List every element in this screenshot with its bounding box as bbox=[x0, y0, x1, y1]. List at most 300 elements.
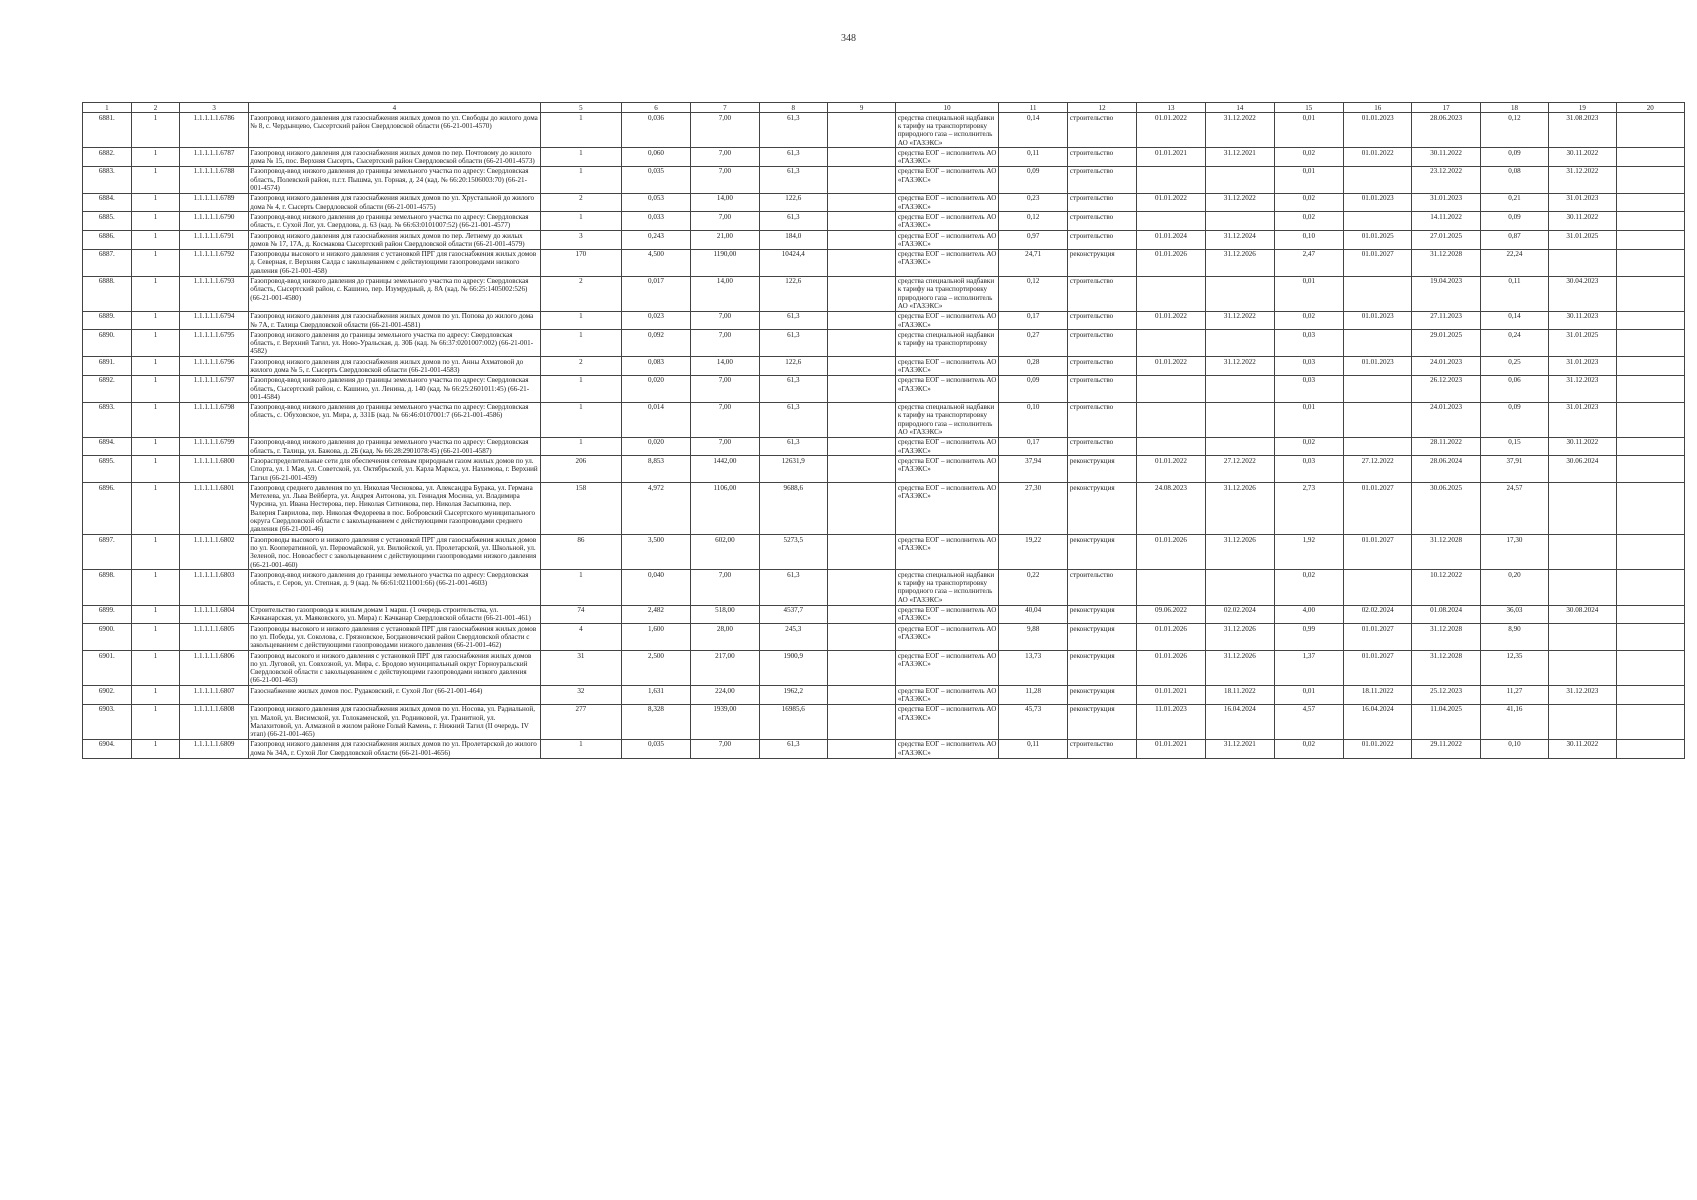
table-cell-col-14: 31.12.2026 bbox=[1206, 651, 1274, 686]
table-cell-col-1: 6895. bbox=[83, 456, 132, 483]
table-cell-col-17: 23.12.2022 bbox=[1412, 166, 1480, 193]
table-cell-col-15: 0,02 bbox=[1274, 193, 1343, 212]
table-cell-col-15: 0,01 bbox=[1274, 276, 1343, 311]
table-cell-col-16: 01.01.2023 bbox=[1344, 311, 1412, 330]
table-cell-col-13: 01.01.2022 bbox=[1136, 311, 1205, 330]
table-cell-col-1: 6898. bbox=[83, 570, 132, 605]
table-cell-col-12: строительство bbox=[1068, 330, 1136, 357]
table-cell-col-6: 0,243 bbox=[621, 231, 690, 250]
column-header-11: 11 bbox=[998, 103, 1067, 113]
table-cell-col-5: 1 bbox=[540, 148, 621, 167]
table-cell-col-5: 1 bbox=[540, 570, 621, 605]
table-cell-col-13: 01.01.2026 bbox=[1136, 651, 1205, 686]
table-cell-col-12: строительство bbox=[1068, 570, 1136, 605]
table-cell-col-12: строительство bbox=[1068, 166, 1136, 193]
table-cell-col-11: 13,73 bbox=[998, 651, 1067, 686]
table-cell-col-16 bbox=[1344, 166, 1412, 193]
table-cell-col-9 bbox=[827, 437, 895, 456]
table-cell-col-2: 1 bbox=[131, 570, 180, 605]
table-cell-col-9 bbox=[827, 113, 895, 148]
table-cell-col-9 bbox=[827, 456, 895, 483]
table-cell-col-14: 31.12.2026 bbox=[1206, 483, 1274, 535]
table-cell-col-3: 1.1.1.1.1.6806 bbox=[180, 651, 248, 686]
table-cell-col-11: 0,97 bbox=[998, 231, 1067, 250]
table-cell-col-19 bbox=[1549, 704, 1616, 739]
table-cell-col-10: средства ЕОГ – исполнитель АО «ГАЗЭКС» bbox=[896, 249, 999, 276]
table-cell-col-7: 602,00 bbox=[691, 535, 759, 570]
table-cell-col-18: 0,09 bbox=[1480, 402, 1548, 437]
table-cell-col-6: 0,020 bbox=[621, 375, 690, 402]
table-cell-col-18: 17,30 bbox=[1480, 535, 1548, 570]
table-cell-col-14: 31.12.2022 bbox=[1206, 357, 1274, 376]
table-cell-col-5: 206 bbox=[540, 456, 621, 483]
table-cell-col-17: 27.01.2025 bbox=[1412, 231, 1480, 250]
table-cell-col-10: средства ЕОГ – исполнитель АО «ГАЗЭКС» bbox=[896, 535, 999, 570]
table-cell-col-6: 0,020 bbox=[621, 437, 690, 456]
column-header-12: 12 bbox=[1068, 103, 1136, 113]
table-cell-col-11: 45,73 bbox=[998, 704, 1067, 739]
table-cell-col-7: 1939,00 bbox=[691, 704, 759, 739]
table-cell-col-18: 0,09 bbox=[1480, 148, 1548, 167]
column-header-17: 17 bbox=[1412, 103, 1480, 113]
table-cell-col-5: 1 bbox=[540, 330, 621, 357]
table-row bbox=[83, 193, 1685, 212]
table-cell-col-16: 01.01.2025 bbox=[1344, 231, 1412, 250]
table-cell-col-12: реконструкция bbox=[1068, 651, 1136, 686]
table-cell-col-20 bbox=[1616, 311, 1684, 330]
table-cell-col-19 bbox=[1549, 570, 1616, 605]
table-cell-col-9 bbox=[827, 535, 895, 570]
table-cell-col-19: 31.12.2022 bbox=[1549, 166, 1616, 193]
table-cell-col-16 bbox=[1344, 276, 1412, 311]
table-cell-col-15: 0,02 bbox=[1274, 148, 1343, 167]
table-row bbox=[83, 570, 1685, 605]
table-cell-col-16 bbox=[1344, 437, 1412, 456]
table-cell-col-12: строительство bbox=[1068, 231, 1136, 250]
table-row bbox=[83, 739, 1685, 758]
table-cell-col-5: 1 bbox=[540, 166, 621, 193]
table-cell-col-5: 1 bbox=[540, 375, 621, 402]
table-cell-col-19: 30.11.2022 bbox=[1549, 212, 1616, 231]
column-header-18: 18 bbox=[1480, 103, 1548, 113]
table-cell-col-18: 41,16 bbox=[1480, 704, 1548, 739]
table-cell-col-16: 16.04.2024 bbox=[1344, 704, 1412, 739]
table-cell-col-16: 01.01.2027 bbox=[1344, 624, 1412, 651]
table-cell-col-5: 31 bbox=[540, 651, 621, 686]
table-cell-col-5: 1 bbox=[540, 212, 621, 231]
table-cell-col-7: 7,00 bbox=[691, 739, 759, 758]
table-cell-col-18: 36,03 bbox=[1480, 605, 1548, 624]
table-cell-col-19 bbox=[1549, 624, 1616, 651]
table-cell-col-4: Газопровод низкого давления для газоснабжения жилых домов по пер. Почтовому до жилого дома № 15, пос. Верхняя Сысерть, Сысертский район Свердловской области (66-21-001-4573) bbox=[248, 148, 540, 167]
table-cell-col-5: 1 bbox=[540, 113, 621, 148]
table-row bbox=[83, 330, 1685, 357]
table-cell-col-17: 10.12.2022 bbox=[1412, 570, 1480, 605]
table-cell-col-1: 6882. bbox=[83, 148, 132, 167]
table-cell-col-4: Газопроводы высокого и низкого давления с установкой ПРГ для газоснабжения жилых домов по ул. Победы, ул. Соколова, с. Грязновское, Богдановичский район Свердловской области с закольцеванием с действующими газопроводами низкого давления (66-21-001-462) bbox=[248, 624, 540, 651]
table-cell-col-3: 1.1.1.1.1.6787 bbox=[180, 148, 248, 167]
table-cell-col-13: 01.01.2022 bbox=[1136, 193, 1205, 212]
table-cell-col-4: Газопровод-ввод низкого давления до границы земельного участка по адресу: Свердловская область, г. Сухой Лог, ул. Свердлова, д. 63 (кад. № 66:63:0101007:52) (66-21-001-4577) bbox=[248, 212, 540, 231]
table-cell-col-6: 0,033 bbox=[621, 212, 690, 231]
table-cell-col-4: Газопровод-ввод низкого давления до границы земельного участка по адресу: Свердловская область, Сысертский район, с. Кашино, пер. Изумрудный, д. 8А (кад. № 66:25:1405002:526) (66-21-001-4580) bbox=[248, 276, 540, 311]
table-cell-col-7: 7,00 bbox=[691, 212, 759, 231]
column-header-19: 19 bbox=[1549, 103, 1616, 113]
column-header-14: 14 bbox=[1206, 103, 1274, 113]
table-cell-col-19: 31.01.2025 bbox=[1549, 330, 1616, 357]
table-cell-col-18: 22,24 bbox=[1480, 249, 1548, 276]
table-cell-col-20 bbox=[1616, 148, 1684, 167]
column-header-9: 9 bbox=[827, 103, 895, 113]
table-cell-col-2: 1 bbox=[131, 311, 180, 330]
table-cell-col-8: 61,3 bbox=[759, 570, 827, 605]
table-cell-col-5: 1 bbox=[540, 311, 621, 330]
column-header-16: 16 bbox=[1344, 103, 1412, 113]
table-cell-col-9 bbox=[827, 624, 895, 651]
table-cell-col-20 bbox=[1616, 624, 1684, 651]
table-cell-col-3: 1.1.1.1.1.6809 bbox=[180, 739, 248, 758]
table-cell-col-1: 6887. bbox=[83, 249, 132, 276]
table-cell-col-11: 40,04 bbox=[998, 605, 1067, 624]
table-cell-col-14: 27.12.2022 bbox=[1206, 456, 1274, 483]
table-cell-col-4: Газопровод среднего давления по ул. Николая Чеснокова, ул. Александра Бурака, ул. Германа Метелева, ул. Льва Вейберта, ул. Андрея Антонова, ул. Геннадия Мосина, ул. Владимира Чурсина, ул. Ивана Нестерова, пер. Николая Ситникова, пер. Николая Засыпкина, пер. Валерия Гаврилова, пер. Николая Федореева в пос. Бобровский Сысертского муниципального округа Свердловской области с закольцеванием с действующими газопроводами среднего давления (66-21-001-46) bbox=[248, 483, 540, 535]
table-cell-col-14 bbox=[1206, 375, 1274, 402]
table-cell-col-2: 1 bbox=[131, 276, 180, 311]
table-cell-col-9 bbox=[827, 330, 895, 357]
table-row bbox=[83, 311, 1685, 330]
table-cell-col-5: 2 bbox=[540, 357, 621, 376]
table-cell-col-11: 0,09 bbox=[998, 166, 1067, 193]
table-cell-col-13 bbox=[1136, 276, 1205, 311]
table-cell-col-9 bbox=[827, 231, 895, 250]
table-cell-col-2: 1 bbox=[131, 166, 180, 193]
table-row bbox=[83, 605, 1685, 624]
table-cell-col-20 bbox=[1616, 437, 1684, 456]
table-cell-col-6: 2,500 bbox=[621, 651, 690, 686]
table-row bbox=[83, 357, 1685, 376]
table-cell-col-7: 1190,00 bbox=[691, 249, 759, 276]
table-cell-col-14: 31.12.2022 bbox=[1206, 193, 1274, 212]
table-cell-col-3: 1.1.1.1.1.6788 bbox=[180, 166, 248, 193]
table-cell-col-19: 31.01.2023 bbox=[1549, 357, 1616, 376]
table-cell-col-18: 11,27 bbox=[1480, 686, 1548, 705]
table-row bbox=[83, 624, 1685, 651]
table-cell-col-5: 1 bbox=[540, 739, 621, 758]
table-row bbox=[83, 535, 1685, 570]
table-cell-col-13: 01.01.2022 bbox=[1136, 456, 1205, 483]
column-header-1: 1 bbox=[83, 103, 132, 113]
table-cell-col-13: 01.01.2026 bbox=[1136, 249, 1205, 276]
table-cell-col-2: 1 bbox=[131, 535, 180, 570]
table-cell-col-15: 0,01 bbox=[1274, 166, 1343, 193]
table-cell-col-11: 0,12 bbox=[998, 276, 1067, 311]
table-cell-col-7: 7,00 bbox=[691, 113, 759, 148]
table-cell-col-4: Газопровод-ввод низкого давления до границы земельного участка по адресу: Свердловская область, Сысертский район, с. Кашино, ул. Ленина, д. 140 (кад. № 66:25:2601011:45) (66-21-001-4584) bbox=[248, 375, 540, 402]
table-cell-col-11: 0,17 bbox=[998, 437, 1067, 456]
table-cell-col-1: 6886. bbox=[83, 231, 132, 250]
table-cell-col-7: 7,00 bbox=[691, 402, 759, 437]
table-cell-col-17: 27.11.2023 bbox=[1412, 311, 1480, 330]
table-cell-col-2: 1 bbox=[131, 148, 180, 167]
table-cell-col-4: Газопровод низкого давления для газоснабжения жилых домов по ул. Хрустальной до жилого дома № 4, г. Сысерть Свердловской области (66-21-001-4575) bbox=[248, 193, 540, 212]
table-cell-col-4: Газопровод низкого давления для газоснабжения жилых домов по пер. Летнему до жилых домов № 17, 17А, д. Космакова Сысертский район Свердловской области (66-21-001-4579) bbox=[248, 231, 540, 250]
table-cell-col-16: 01.01.2023 bbox=[1344, 357, 1412, 376]
table-cell-col-16 bbox=[1344, 330, 1412, 357]
table-cell-col-8: 184,0 bbox=[759, 231, 827, 250]
investment-program-table bbox=[82, 102, 1685, 759]
table-cell-col-4: Газопровод низкого давления для газоснабжения жилых домов по ул. Попова до жилого дома № 7А, г. Талица Свердловской области (66-21-001-4581) bbox=[248, 311, 540, 330]
table-cell-col-9 bbox=[827, 166, 895, 193]
table-cell-col-2: 1 bbox=[131, 249, 180, 276]
table-cell-col-3: 1.1.1.1.1.6801 bbox=[180, 483, 248, 535]
table-cell-col-18: 0,11 bbox=[1480, 276, 1548, 311]
table-cell-col-10: средства ЕОГ – исполнитель АО «ГАЗЭКС» bbox=[896, 166, 999, 193]
table-cell-col-6: 1,600 bbox=[621, 624, 690, 651]
table-cell-col-16 bbox=[1344, 212, 1412, 231]
table-cell-col-2: 1 bbox=[131, 330, 180, 357]
table-cell-col-6: 0,092 bbox=[621, 330, 690, 357]
table-cell-col-6: 1,631 bbox=[621, 686, 690, 705]
table-cell-col-20 bbox=[1616, 249, 1684, 276]
table-cell-col-9 bbox=[827, 651, 895, 686]
table-cell-col-1: 6903. bbox=[83, 704, 132, 739]
table-cell-col-17: 31.12.2028 bbox=[1412, 651, 1480, 686]
table-cell-col-19 bbox=[1549, 535, 1616, 570]
table-cell-col-14: 31.12.2026 bbox=[1206, 249, 1274, 276]
table-cell-col-6: 3,500 bbox=[621, 535, 690, 570]
table-cell-col-19: 31.01.2023 bbox=[1549, 402, 1616, 437]
table-cell-col-3: 1.1.1.1.1.6800 bbox=[180, 456, 248, 483]
table-cell-col-17: 28.11.2022 bbox=[1412, 437, 1480, 456]
table-cell-col-14: 31.12.2021 bbox=[1206, 739, 1274, 758]
table-cell-col-12: реконструкция bbox=[1068, 456, 1136, 483]
table-cell-col-1: 6896. bbox=[83, 483, 132, 535]
table-row bbox=[83, 166, 1685, 193]
table-cell-col-20 bbox=[1616, 166, 1684, 193]
table-cell-col-17: 28.06.2023 bbox=[1412, 113, 1480, 148]
table-cell-col-9 bbox=[827, 148, 895, 167]
table-cell-col-1: 6885. bbox=[83, 212, 132, 231]
table-cell-col-16: 01.01.2027 bbox=[1344, 249, 1412, 276]
table-cell-col-18: 0,10 bbox=[1480, 739, 1548, 758]
table-cell-col-1: 6904. bbox=[83, 739, 132, 758]
table-cell-col-2: 1 bbox=[131, 402, 180, 437]
table-cell-col-5: 170 bbox=[540, 249, 621, 276]
table-cell-col-4: Строительство газопровода к жилым домам 1 марш. (1 очередь строительства, ул. Качканарская, ул. Маяковского, ул. Мира) г. Качканар Свердловской области (66-21-001-461) bbox=[248, 605, 540, 624]
table-cell-col-8: 10424,4 bbox=[759, 249, 827, 276]
table-cell-col-16 bbox=[1344, 375, 1412, 402]
table-cell-col-12: строительство bbox=[1068, 212, 1136, 231]
table-cell-col-19: 30.11.2022 bbox=[1549, 148, 1616, 167]
table-cell-col-16: 01.01.2023 bbox=[1344, 113, 1412, 148]
table-cell-col-7: 7,00 bbox=[691, 311, 759, 330]
table-cell-col-2: 1 bbox=[131, 704, 180, 739]
table-cell-col-9 bbox=[827, 704, 895, 739]
column-header-8: 8 bbox=[759, 103, 827, 113]
table-cell-col-1: 6883. bbox=[83, 166, 132, 193]
table-cell-col-17: 19.04.2023 bbox=[1412, 276, 1480, 311]
table-cell-col-20 bbox=[1616, 483, 1684, 535]
table-cell-col-4: Газопровод-ввод низкого давления до границы земельного участка по адресу: Свердловская область, с. Обуховское, ул. Мира, д. 331Б (кад. № 66:46:0107001:7 (66-21-001-4586) bbox=[248, 402, 540, 437]
table-cell-col-16 bbox=[1344, 402, 1412, 437]
table-cell-col-3: 1.1.1.1.1.6805 bbox=[180, 624, 248, 651]
table-cell-col-18: 0,12 bbox=[1480, 113, 1548, 148]
table-cell-col-12: реконструкция bbox=[1068, 483, 1136, 535]
table-cell-col-8: 61,3 bbox=[759, 330, 827, 357]
table-cell-col-3: 1.1.1.1.1.6793 bbox=[180, 276, 248, 311]
table-cell-col-15: 0,02 bbox=[1274, 311, 1343, 330]
table-cell-col-15: 2,73 bbox=[1274, 483, 1343, 535]
table-cell-col-15: 0,02 bbox=[1274, 437, 1343, 456]
table-cell-col-9 bbox=[827, 570, 895, 605]
table-cell-col-12: реконструкция bbox=[1068, 249, 1136, 276]
table-cell-col-15: 0,99 bbox=[1274, 624, 1343, 651]
table-cell-col-5: 86 bbox=[540, 535, 621, 570]
table-cell-col-11: 0,17 bbox=[998, 311, 1067, 330]
column-header-13: 13 bbox=[1136, 103, 1205, 113]
table-cell-col-3: 1.1.1.1.1.6798 bbox=[180, 402, 248, 437]
table-cell-col-16: 01.01.2023 bbox=[1344, 193, 1412, 212]
table-cell-col-4: Газопровод низкого давления для газоснабжения жилых домов по ул. Носова, ул. Радиальной, ул. Малой, ул. Висимской, ул. Голокаменской, ул. Родниковой, ул. Гранитной, ул. Малахитовой, ул. Алмазной в жилом районе Голый Камень, г. Нижний Тагил (II очередь. IV этап) (66-21-001-465) bbox=[248, 704, 540, 739]
table-cell-col-1: 6901. bbox=[83, 651, 132, 686]
table-body bbox=[83, 113, 1685, 758]
table-cell-col-2: 1 bbox=[131, 456, 180, 483]
table-cell-col-11: 0,23 bbox=[998, 193, 1067, 212]
table-cell-col-14 bbox=[1206, 570, 1274, 605]
table-row bbox=[83, 686, 1685, 705]
table-cell-col-14: 31.12.2022 bbox=[1206, 311, 1274, 330]
table-cell-col-20 bbox=[1616, 193, 1684, 212]
table-cell-col-1: 6894. bbox=[83, 437, 132, 456]
table-cell-col-20 bbox=[1616, 605, 1684, 624]
table-cell-col-8: 16985,6 bbox=[759, 704, 827, 739]
table-cell-col-9 bbox=[827, 402, 895, 437]
table-cell-col-15: 1,37 bbox=[1274, 651, 1343, 686]
table-cell-col-18: 0,20 bbox=[1480, 570, 1548, 605]
table-cell-col-13: 01.01.2021 bbox=[1136, 686, 1205, 705]
table-cell-col-5: 2 bbox=[540, 193, 621, 212]
table-cell-col-11: 0,14 bbox=[998, 113, 1067, 148]
table-cell-col-1: 6884. bbox=[83, 193, 132, 212]
table-cell-col-12: строительство bbox=[1068, 148, 1136, 167]
column-header-2: 2 bbox=[131, 103, 180, 113]
table-cell-col-9 bbox=[827, 375, 895, 402]
table-cell-col-8: 1900,9 bbox=[759, 651, 827, 686]
table-cell-col-4: Газопровод высокого и низкого давления с установкой ПРГ для газоснабжения жилых домов по ул. Луговой, ул. Совхозной, ул. Мира, с. Бродово муниципальный округ Горноуральский Свердловской области с закольцеванием с действующими газопроводами низкого давления (66-21-001-463) bbox=[248, 651, 540, 686]
table-cell-col-11: 0,28 bbox=[998, 357, 1067, 376]
table-cell-col-15: 0,02 bbox=[1274, 212, 1343, 231]
table-cell-col-19: 30.11.2022 bbox=[1549, 437, 1616, 456]
table-cell-col-3: 1.1.1.1.1.6795 bbox=[180, 330, 248, 357]
table-cell-col-14: 18.11.2022 bbox=[1206, 686, 1274, 705]
table-cell-col-11: 24,71 bbox=[998, 249, 1067, 276]
table-cell-col-7: 7,00 bbox=[691, 437, 759, 456]
table-cell-col-19: 31.12.2023 bbox=[1549, 686, 1616, 705]
table-cell-col-12: реконструкция bbox=[1068, 686, 1136, 705]
table-cell-col-7: 518,00 bbox=[691, 605, 759, 624]
table-cell-col-1: 6893. bbox=[83, 402, 132, 437]
table-cell-col-14: 31.12.2021 bbox=[1206, 148, 1274, 167]
table-cell-col-11: 0,11 bbox=[998, 739, 1067, 758]
table-cell-col-1: 6899. bbox=[83, 605, 132, 624]
table-row bbox=[83, 437, 1685, 456]
table-cell-col-6: 2,482 bbox=[621, 605, 690, 624]
table-cell-col-3: 1.1.1.1.1.6792 bbox=[180, 249, 248, 276]
table-cell-col-12: реконструкция bbox=[1068, 605, 1136, 624]
table-cell-col-6: 0,083 bbox=[621, 357, 690, 376]
table-cell-col-20 bbox=[1616, 739, 1684, 758]
table-cell-col-5: 3 bbox=[540, 231, 621, 250]
table-cell-col-14 bbox=[1206, 166, 1274, 193]
table-cell-col-16: 02.02.2024 bbox=[1344, 605, 1412, 624]
table-cell-col-3: 1.1.1.1.1.6803 bbox=[180, 570, 248, 605]
table-cell-col-9 bbox=[827, 605, 895, 624]
table-cell-col-8: 12631,9 bbox=[759, 456, 827, 483]
table-cell-col-3: 1.1.1.1.1.6804 bbox=[180, 605, 248, 624]
table-cell-col-13 bbox=[1136, 437, 1205, 456]
table-cell-col-19: 30.04.2023 bbox=[1549, 276, 1616, 311]
table-cell-col-9 bbox=[827, 483, 895, 535]
table-cell-col-4: Газопровод-ввод низкого давления до границы земельного участка по адресу: Свердловская область, г. Серов, ул. Степная, д. 9 (кад. № 66:61:0211001:66) (66-21-001-4603) bbox=[248, 570, 540, 605]
table-cell-col-6: 0,017 bbox=[621, 276, 690, 311]
table-cell-col-15: 0,03 bbox=[1274, 456, 1343, 483]
table-row bbox=[83, 651, 1685, 686]
table-cell-col-20 bbox=[1616, 231, 1684, 250]
table-cell-col-20 bbox=[1616, 704, 1684, 739]
table-cell-col-19: 31.01.2025 bbox=[1549, 231, 1616, 250]
table-cell-col-5: 32 bbox=[540, 686, 621, 705]
table-cell-col-5: 4 bbox=[540, 624, 621, 651]
table-cell-col-10: средства ЕОГ – исполнитель АО «ГАЗЭКС» bbox=[896, 483, 999, 535]
table-cell-col-2: 1 bbox=[131, 605, 180, 624]
table-cell-col-4: Газопроводы высокого и низкого давления с установкой ПРГ для газоснабжения жилых домов д. Северная, г. Верхняя Салда с закольцеванием с действующими газопроводами низкого давления (66-21-001-458) bbox=[248, 249, 540, 276]
table-cell-col-8: 4537,7 bbox=[759, 605, 827, 624]
column-header-15: 15 bbox=[1274, 103, 1343, 113]
table-cell-col-14 bbox=[1206, 437, 1274, 456]
table-cell-col-4: Газопровод низкого давления для газоснабжения жилых домов по ул. Пролетарской до жилого дома № 34А, г. Сухой Лог Свердловской области (66-21-001-4656) bbox=[248, 739, 540, 758]
table-row bbox=[83, 704, 1685, 739]
table-cell-col-13: 01.01.2024 bbox=[1136, 231, 1205, 250]
table-cell-col-18: 0,09 bbox=[1480, 212, 1548, 231]
table-cell-col-9 bbox=[827, 193, 895, 212]
table-cell-col-3: 1.1.1.1.1.6791 bbox=[180, 231, 248, 250]
table-cell-col-20 bbox=[1616, 212, 1684, 231]
table-cell-col-8: 61,3 bbox=[759, 148, 827, 167]
table-cell-col-11: 19,22 bbox=[998, 535, 1067, 570]
table-cell-col-5: 1 bbox=[540, 437, 621, 456]
table-cell-col-13 bbox=[1136, 212, 1205, 231]
table-cell-col-11: 0,11 bbox=[998, 148, 1067, 167]
table-cell-col-12: реконструкция bbox=[1068, 624, 1136, 651]
table-cell-col-1: 6902. bbox=[83, 686, 132, 705]
table-cell-col-18: 0,15 bbox=[1480, 437, 1548, 456]
table-cell-col-17: 30.06.2025 bbox=[1412, 483, 1480, 535]
table-cell-col-20 bbox=[1616, 402, 1684, 437]
table-cell-col-10: средства ЕОГ – исполнитель АО «ГАЗЭКС» bbox=[896, 456, 999, 483]
table-row bbox=[83, 456, 1685, 483]
table-cell-col-15: 0,01 bbox=[1274, 686, 1343, 705]
table-cell-col-7: 21,00 bbox=[691, 231, 759, 250]
column-header-3: 3 bbox=[180, 103, 248, 113]
table-cell-col-7: 7,00 bbox=[691, 570, 759, 605]
table-cell-col-16 bbox=[1344, 570, 1412, 605]
table-cell-col-14: 31.12.2022 bbox=[1206, 113, 1274, 148]
table-cell-col-19: 30.11.2022 bbox=[1549, 739, 1616, 758]
table-cell-col-2: 1 bbox=[131, 686, 180, 705]
table-cell-col-13 bbox=[1136, 166, 1205, 193]
table-cell-col-10: средства ЕОГ – исполнитель АО «ГАЗЭКС» bbox=[896, 624, 999, 651]
table-cell-col-17: 28.06.2024 bbox=[1412, 456, 1480, 483]
